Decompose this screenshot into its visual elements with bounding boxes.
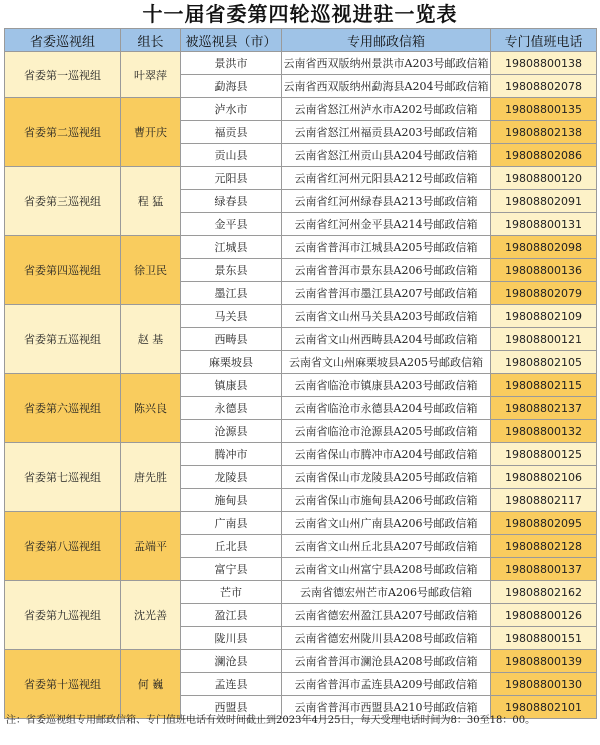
footnote: 注：省委巡视组专用邮政信箱、专门值班电话有效时间截止到2023年4月25日，每天受理电话时间为8：30至18：00。: [6, 715, 536, 726]
mailbox-cell: 云南省普洱市澜沧县A208号邮政信箱: [282, 650, 491, 673]
leader-cell: 何 巍: [121, 650, 181, 719]
header-leader: 组长: [121, 29, 181, 52]
phone-cell: 19808802162: [491, 581, 597, 604]
county-cell: 江城县: [181, 236, 282, 259]
leader-cell: 陈兴良: [121, 374, 181, 443]
county-cell: 福贡县: [181, 121, 282, 144]
leader-cell: 曹开庆: [121, 98, 181, 167]
leader-cell: 唐先胜: [121, 443, 181, 512]
county-cell: 景东县: [181, 259, 282, 282]
county-cell: 镇康县: [181, 374, 282, 397]
page-title: 十一届省委第四轮巡视进驻一览表: [142, 2, 458, 26]
mailbox-cell: 云南省德宏州盈江县A207号邮政信箱: [282, 604, 491, 627]
header-county: 被巡视县（市）: [181, 29, 282, 52]
table-row: [5, 236, 597, 259]
group-name-cell: 省委第十巡视组: [5, 650, 121, 719]
mailbox-cell: 云南省普洱市西盟县A210号邮政信箱: [282, 696, 491, 719]
phone-cell: 19808800130: [491, 673, 597, 696]
phone-cell: 19808802106: [491, 466, 597, 489]
phone-cell: 19808800126: [491, 604, 597, 627]
mailbox-cell: 云南省红河州元阳县A212号邮政信箱: [282, 167, 491, 190]
mailbox-cell: 云南省普洱市景东县A206号邮政信箱: [282, 259, 491, 282]
mailbox-cell: 云南省文山州西畴县A204号邮政信箱: [282, 328, 491, 351]
mailbox-cell: 云南省怒江州福贡县A203号邮政信箱: [282, 121, 491, 144]
group-name-cell: 省委第七巡视组: [5, 443, 121, 512]
mailbox-cell: 云南省文山州富宁县A208号邮政信箱: [282, 558, 491, 581]
mailbox-cell: 云南省保山市施甸县A206号邮政信箱: [282, 489, 491, 512]
county-cell: 贡山县: [181, 144, 282, 167]
county-cell: 孟连县: [181, 673, 282, 696]
phone-cell: 19808802079: [491, 282, 597, 305]
county-cell: 施甸县: [181, 489, 282, 512]
group-name-cell: 省委第三巡视组: [5, 167, 121, 236]
county-cell: 金平县: [181, 213, 282, 236]
phone-cell: 19808802091: [491, 190, 597, 213]
leader-cell: 程 猛: [121, 167, 181, 236]
mailbox-cell: 云南省文山州广南县A206号邮政信箱: [282, 512, 491, 535]
county-cell: 澜沧县: [181, 650, 282, 673]
phone-cell: 19808800120: [491, 167, 597, 190]
group-name-cell: 省委第九巡视组: [5, 581, 121, 650]
group-name-cell: 省委第六巡视组: [5, 374, 121, 443]
phone-cell: 19808802115: [491, 374, 597, 397]
leader-cell: 孟端平: [121, 512, 181, 581]
phone-cell: 19808802137: [491, 397, 597, 420]
mailbox-cell: 云南省红河州金平县A214号邮政信箱: [282, 213, 491, 236]
phone-cell: 19808802095: [491, 512, 597, 535]
mailbox-cell: 云南省西双版纳州景洪市A203号邮政信箱: [282, 52, 491, 75]
mailbox-cell: 云南省西双版纳州勐海县A204号邮政信箱: [282, 75, 491, 98]
leader-cell: 叶翠萍: [121, 52, 181, 98]
phone-cell: 19808802128: [491, 535, 597, 558]
group-name-cell: 省委第二巡视组: [5, 98, 121, 167]
mailbox-cell: 云南省怒江州贡山县A204号邮政信箱: [282, 144, 491, 167]
leader-cell: 沈光善: [121, 581, 181, 650]
phone-cell: 19808800138: [491, 52, 597, 75]
phone-cell: 19808802086: [491, 144, 597, 167]
phone-cell: 19808802138: [491, 121, 597, 144]
table-row: [5, 98, 597, 121]
county-cell: 腾冲市: [181, 443, 282, 466]
group-name-cell: 省委第五巡视组: [5, 305, 121, 374]
county-cell: 广南县: [181, 512, 282, 535]
table-header-row: [5, 29, 597, 52]
county-cell: 西盟县: [181, 696, 282, 719]
group-name-cell: 省委第八巡视组: [5, 512, 121, 581]
mailbox-cell: 云南省临沧市永德县A204号邮政信箱: [282, 397, 491, 420]
county-cell: 西畴县: [181, 328, 282, 351]
phone-cell: 19808800137: [491, 558, 597, 581]
mailbox-cell: 云南省德宏州陇川县A208号邮政信箱: [282, 627, 491, 650]
mailbox-cell: 云南省临沧市沧源县A205号邮政信箱: [282, 420, 491, 443]
mailbox-cell: 云南省文山州马关县A203号邮政信箱: [282, 305, 491, 328]
county-cell: 景洪市: [181, 52, 282, 75]
mailbox-cell: 云南省临沧市镇康县A203号邮政信箱: [282, 374, 491, 397]
phone-cell: 19808802117: [491, 489, 597, 512]
phone-cell: 19808800125: [491, 443, 597, 466]
county-cell: 沧源县: [181, 420, 282, 443]
mailbox-cell: 云南省保山市龙陵县A205号邮政信箱: [282, 466, 491, 489]
phone-cell: 19808800135: [491, 98, 597, 121]
county-cell: 绿春县: [181, 190, 282, 213]
phone-cell: 19808800121: [491, 328, 597, 351]
county-cell: 丘北县: [181, 535, 282, 558]
table-row: [5, 52, 597, 75]
leader-cell: 赵 基: [121, 305, 181, 374]
phone-cell: 19808802105: [491, 351, 597, 374]
table-row: [5, 650, 597, 673]
county-cell: 麻栗坡县: [181, 351, 282, 374]
phone-cell: 19808800151: [491, 627, 597, 650]
table-body: [5, 52, 597, 719]
county-cell: 陇川县: [181, 627, 282, 650]
mailbox-cell: 云南省普洱市江城县A205号邮政信箱: [282, 236, 491, 259]
mailbox-cell: 云南省怒江州泸水市A202号邮政信箱: [282, 98, 491, 121]
phone-cell: 19808800136: [491, 259, 597, 282]
county-cell: 盈江县: [181, 604, 282, 627]
mailbox-cell: 云南省红河州绿春县A213号邮政信箱: [282, 190, 491, 213]
mailbox-cell: 云南省保山市腾冲市A204号邮政信箱: [282, 443, 491, 466]
county-cell: 马关县: [181, 305, 282, 328]
table-row: [5, 443, 597, 466]
mailbox-cell: 云南省普洱市孟连县A209号邮政信箱: [282, 673, 491, 696]
mailbox-cell: 云南省文山州麻栗坡县A205号邮政信箱: [282, 351, 491, 374]
phone-cell: 19808802098: [491, 236, 597, 259]
table-row: [5, 512, 597, 535]
county-cell: 龙陵县: [181, 466, 282, 489]
header-mailbox: 专用邮政信箱: [282, 29, 491, 52]
group-name-cell: 省委第一巡视组: [5, 52, 121, 98]
county-cell: 元阳县: [181, 167, 282, 190]
county-cell: 勐海县: [181, 75, 282, 98]
phone-cell: 19808802078: [491, 75, 597, 98]
phone-cell: 19808800139: [491, 650, 597, 673]
phone-cell: 19808802101: [491, 696, 597, 719]
county-cell: 泸水市: [181, 98, 282, 121]
header-group: 省委巡视组: [5, 29, 121, 52]
county-cell: 墨江县: [181, 282, 282, 305]
county-cell: 富宁县: [181, 558, 282, 581]
phone-cell: 19808800132: [491, 420, 597, 443]
inspection-table: [4, 28, 597, 719]
county-cell: 永德县: [181, 397, 282, 420]
phone-cell: 19808802109: [491, 305, 597, 328]
group-name-cell: 省委第四巡视组: [5, 236, 121, 305]
table-row: [5, 374, 597, 397]
table-row: [5, 305, 597, 328]
header-phone: 专门值班电话: [491, 29, 597, 52]
mailbox-cell: 云南省文山州丘北县A207号邮政信箱: [282, 535, 491, 558]
county-cell: 芒市: [181, 581, 282, 604]
mailbox-cell: 云南省普洱市墨江县A207号邮政信箱: [282, 282, 491, 305]
table-row: [5, 581, 597, 604]
leader-cell: 徐卫民: [121, 236, 181, 305]
phone-cell: 19808800131: [491, 213, 597, 236]
table-row: [5, 167, 597, 190]
mailbox-cell: 云南省德宏州芒市A206号邮政信箱: [282, 581, 491, 604]
